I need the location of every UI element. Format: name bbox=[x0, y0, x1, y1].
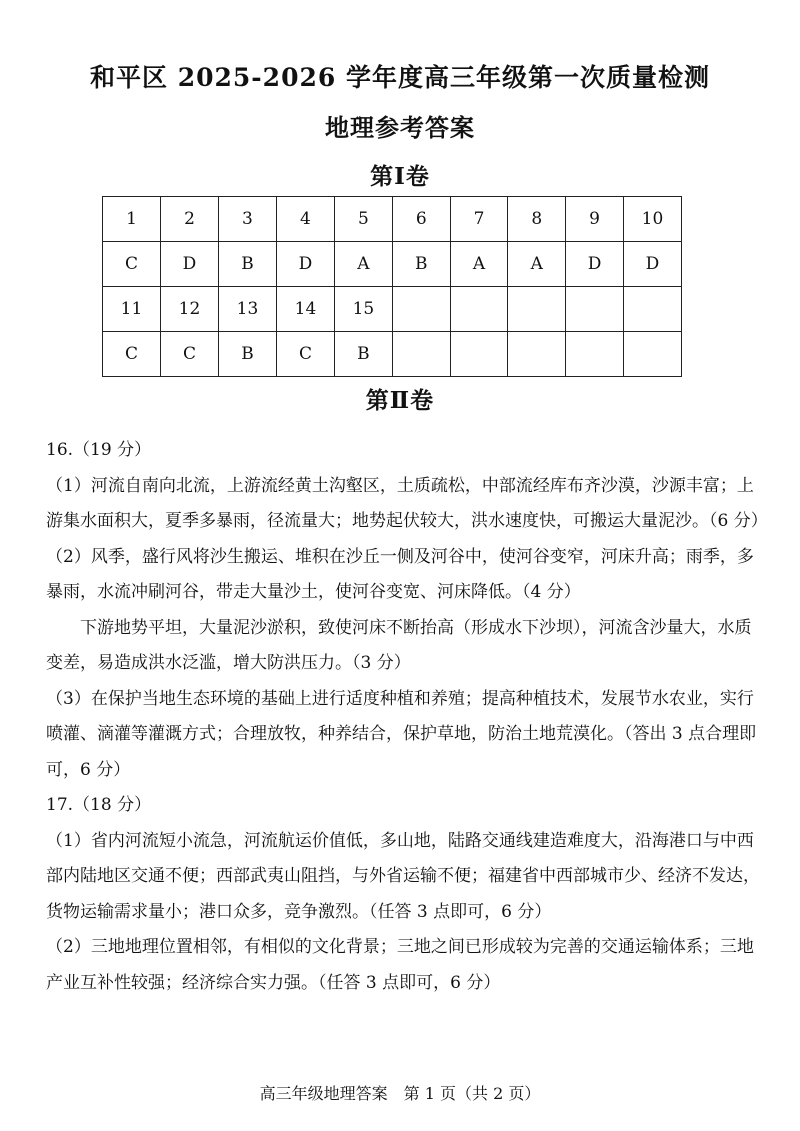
table-cell: 6 bbox=[392, 197, 450, 242]
question-17-heading: 17.（18 分） bbox=[46, 795, 152, 815]
table-cell bbox=[450, 287, 508, 332]
question-16-heading: 16.（19 分） bbox=[46, 440, 152, 460]
table-cell: C bbox=[276, 332, 334, 377]
table-cell: D bbox=[276, 242, 334, 287]
table-cell: 14 bbox=[276, 287, 334, 332]
table-cell: D bbox=[623, 242, 681, 287]
table-row-answers-2 bbox=[103, 332, 682, 377]
table-cell: B bbox=[218, 242, 276, 287]
part-two-heading: 第Ⅱ卷 bbox=[365, 387, 435, 414]
table-row-numbers-2 bbox=[103, 287, 682, 332]
table-cell: 7 bbox=[450, 197, 508, 242]
table-cell bbox=[508, 332, 566, 377]
table-cell: B bbox=[334, 332, 392, 377]
table-cell: 12 bbox=[160, 287, 218, 332]
question-17-part-2: （2）三地地理位置相邻，有相似的文化背景；三地之间已形成较为完善的交通运输体系；三地产业互补性较强；经济综合实力强。（任答 3 点即可，6 分） bbox=[46, 937, 754, 993]
table-cell: 2 bbox=[160, 197, 218, 242]
table-cell: A bbox=[334, 242, 392, 287]
table-cell bbox=[392, 332, 450, 377]
page-title: 和平区 2025-2026 学年度高三年级第一次质量检测 bbox=[90, 63, 710, 92]
table-cell bbox=[566, 332, 624, 377]
answer-body bbox=[46, 433, 766, 1001]
page-footer: 高三年级地理答案 第 1 页（共 2 页） bbox=[259, 1084, 541, 1103]
question-16-part-3: （3）在保护当地生态环境的基础上进行适度种植和养殖；提高种植技术，发展节水农业，实行喷灌、滴灌等灌溉方式；合理放牧，种养结合，保护草地，防治土地荒漠化。（答出 3 点合理即可，6 分） bbox=[46, 688, 757, 780]
table-cell: 15 bbox=[334, 287, 392, 332]
table-cell: C bbox=[160, 332, 218, 377]
table-cell: B bbox=[392, 242, 450, 287]
table-cell: A bbox=[450, 242, 508, 287]
table-cell bbox=[508, 287, 566, 332]
page-subtitle: 地理参考答案 bbox=[325, 113, 475, 142]
question-16-part-2: （2）风季，盛行风将沙生搬运、堆积在沙丘一侧及河谷中，使河谷变窄，河床升高；雨季，多暴雨，水流冲刷河谷，带走大量沙土，使河谷变宽、河床降低。（4 分） bbox=[46, 546, 754, 602]
question-16-part-1: （1）河流自南向北流，上游流经黄土沟壑区，土质疏松，中部流经库布齐沙漠，沙源丰富；上游集水面积大，夏季多暴雨，径流量大；地势起伏较大，洪水速度快，可搬运大量泥沙。（6 分） bbox=[46, 475, 768, 531]
table-cell bbox=[566, 287, 624, 332]
question-16-part-2-continued: 下游地势平坦，大量泥沙淤积，致使河床不断抬高（形成水下沙坝），河流含沙量大，水质变差，易造成洪水泛滥，增大防洪压力。（3 分） bbox=[46, 617, 752, 673]
table-cell bbox=[623, 287, 681, 332]
table-cell: C bbox=[103, 332, 161, 377]
table-row-answers-1 bbox=[103, 242, 682, 287]
table-cell bbox=[623, 332, 681, 377]
table-row-numbers-1 bbox=[103, 197, 682, 242]
table-cell: A bbox=[508, 242, 566, 287]
table-cell: 8 bbox=[508, 197, 566, 242]
table-cell: 3 bbox=[218, 197, 276, 242]
question-17-part-1: （1）省内河流短小流急，河流航运价值低，多山地，陆路交通线建造难度大，沿海港口与中西部内陆地区交通不便；西部武夷山阻挡，与外省运输不便；福建省中西部城市少、经济不发达，货物运输需求量小；港口众多，竞争激烈。（任答 3 点即可，6 分） bbox=[46, 830, 760, 922]
table-cell: 11 bbox=[103, 287, 161, 332]
table-cell: 5 bbox=[334, 197, 392, 242]
answer-table bbox=[102, 196, 682, 377]
table-cell: 10 bbox=[623, 197, 681, 242]
table-cell: D bbox=[566, 242, 624, 287]
table-cell: 4 bbox=[276, 197, 334, 242]
table-cell: 13 bbox=[218, 287, 276, 332]
table-cell: 9 bbox=[566, 197, 624, 242]
part-one-heading: 第Ⅰ卷 bbox=[370, 163, 430, 190]
table-cell bbox=[450, 332, 508, 377]
table-cell: B bbox=[218, 332, 276, 377]
table-cell: 1 bbox=[103, 197, 161, 242]
table-cell bbox=[392, 287, 450, 332]
table-cell: C bbox=[103, 242, 161, 287]
table-cell: D bbox=[160, 242, 218, 287]
